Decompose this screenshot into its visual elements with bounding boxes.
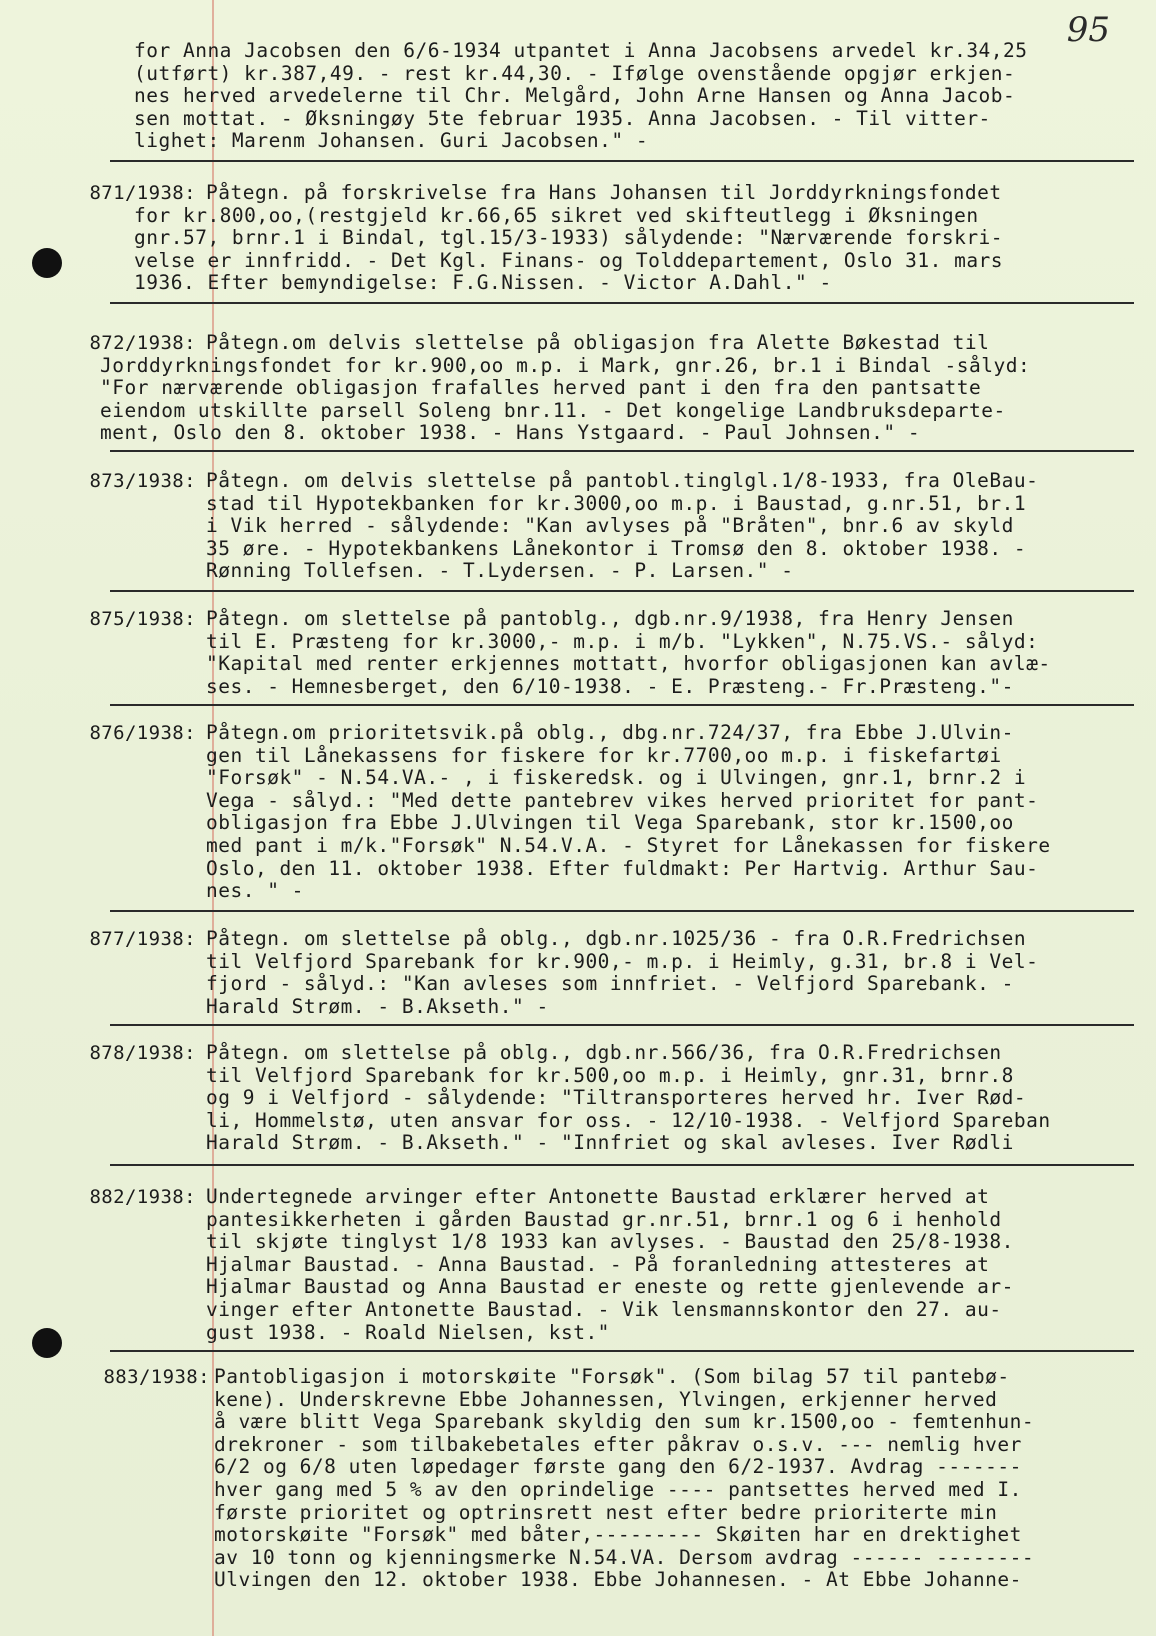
punch-hole [32,1328,62,1358]
text-line: 6/2 og 6/8 uten løpedager første gang den 6/2-1937. Avdrag ------- [214,1455,1022,1479]
text-line: Vega - sålyd.: "Med dette pantebrev vikes herved prioritet for pant- [206,788,1039,812]
entry-number: 875/1938: [89,608,196,630]
text-line: Harald Strøm. - B.Akseth." - "Innfriet og skal avleses. Iver Rødli [206,1131,1014,1155]
text-line: Pantobligasjon i motorskøite "Forsøk". (Som bilag 57 til pantebø- [214,1365,1010,1388]
entry-separator [110,450,1134,452]
text-line: 1936. Efter bemyndigelse: F.G.Nissen. - Victor A.Dahl." - [134,271,832,295]
text-line: gnr.57, brnr.1 i Bindal, tgl.15/3-1933) sålydende: "Nærværende forskri- [134,226,1004,250]
text-line: Påtegn.om delvis slettelse på obligasjon fra Alette Bøkestad til [206,331,990,354]
text-line: Påtegn. om delvis slettelse på pantobl.tinglgl.1/8-1933, fra OleBau- [206,469,1039,492]
text-line: Hjalmar Baustad og Anna Baustad er eneste og rette gjenlevende ar- [206,1275,1014,1299]
text-line: hver gang med 5 % av den oprindelige ---- pantsettes herved med I. [214,1477,1022,1501]
text-line: til E. Præsteng for kr.3000,- m.p. i m/b. "Lykken", N.75.VS.- sålyd: [206,629,1039,653]
text-line: Påtegn. på forskrivelse fra Hans Johansen til Jorddyrkningsfondet [206,181,1002,204]
entry-text [206,608,1136,698]
text-line: stad til Hypotekbanken for kr.3000,oo m.p. i Baustad, g.nr.51, br.1 [206,491,1027,515]
text-line: kene). Underskrevne Ebbe Johannessen, Ylvingen, erkjenner herved [214,1387,998,1411]
text-line: li, Hommelstø, uten ansvar for oss. - 12/10-1938. - Velfjord Spareban [206,1108,1051,1132]
text-line: for kr.800,oo,(restgjeld kr.66,65 sikret ved skifteutlegg i Øksningen [134,203,979,227]
text-line: Oslo, den 11. oktober 1938. Efter fuldmakt: Per Hartvig. Arthur Sau- [206,856,1039,880]
text-line: å være blitt Vega Sparebank skyldig den sum kr.1500,oo - femtenhun- [214,1410,1035,1434]
text-line: velse er innfridd. - Det Kgl. Finans- og Tolddepartement, Oslo 31. mars [134,248,1004,272]
text-line: til Velfjord Sparebank for kr.900,- m.p. i Heimly, g.31, br.8 i Vel- [206,949,1039,973]
text-line: ment, Oslo den 8. oktober 1938. - Hans Ystgaard. - Paul Johnsen." - [100,421,921,445]
entry-text [206,1186,1136,1344]
text-line: Rønning Tollefsen. - T.Lydersen. - P. Larsen." - [206,559,794,583]
entry-number: 873/1938: [89,470,196,492]
text-line: gust 1938. - Roald Nielsen, kst." [206,1320,610,1344]
entry-number: 878/1938: [89,1042,196,1064]
entry-separator [110,704,1134,706]
entry-separator [110,1350,1134,1352]
entry-separator [110,590,1134,592]
text-line: vinger efter Antonette Baustad. - Vik lensmannskontor den 27. au- [206,1297,1002,1321]
entry-separator [110,160,1134,162]
entry-number: 883/1938: [103,1366,210,1388]
text-line: nes. " - [206,879,304,903]
text-line: ses. - Hemnesberget, den 6/10-1938. - E. Præsteng.- Fr.Præsteng."- [206,674,1014,698]
text-line: for Anna Jacobsen den 6/6-1934 utpantet i Anna Jacobsens arvedel kr.34,25 [134,39,1028,62]
entry-text [100,332,1140,445]
text-line: nes herved arvedelerne til Chr. Melgård, John Arne Hansen og Anna Jacob- [134,84,1016,108]
entry-text [214,1366,1134,1592]
text-line: Hjalmar Baustad. - Anna Baustad. - På foranledning attesteres at [206,1252,990,1276]
text-line: Ulvingen den 12. oktober 1938. Ebbe Johannesen. - At Ebbe Johanne- [214,1568,1022,1592]
text-line: "Forsøk" - N.54.VA.- , i fiskeredsk. og i Ulvingen, gnr.1, brnr.2 i [206,766,1027,790]
entry-separator [110,910,1134,912]
entry-number: 882/1938: [89,1186,196,1208]
entry-number: 871/1938: [89,182,196,204]
text-line: Påtegn. om slettelse på pantoblg., dgb.nr.9/1938, fra Henry Jensen [206,607,1014,630]
text-line: i Vik herred - sålydende: "Kan avlyses på "Bråten", bnr.6 av skyld [206,514,1014,538]
text-line: obligasjon fra Ebbe J.Ulvingen til Vega Sparebank, stor kr.1500,oo [206,811,1014,835]
text-line: Påtegn. om slettelse på oblg., dgb.nr.566/36, fra O.R.Fredrichsen [206,1041,1002,1064]
text-line: og 9 i Velfjord - sålydende: "Tiltransporteres herved hr. Iver Rød- [206,1086,1027,1110]
entry-number: 876/1938: [89,722,196,744]
text-line: til skjøte tinglyst 1/8 1933 kan avlyses. - Baustad den 25/8-1938. [206,1230,1014,1254]
entry-text [134,182,1134,295]
text-line: pantesikkerheten i gården Baustad gr.nr.51, brnr.1 og 6 i henhold [206,1207,1002,1231]
text-line: med pant i m/k."Forsøk" N.54.V.A. - Styret for Lånekassen for fiskere [206,833,1051,857]
text-line: "Kapital med renter erkjennes mottatt, hvorfor obligasjonen kan avlæ- [206,652,1051,676]
entry-text [134,40,1134,153]
entry-number: 877/1938: [89,928,196,950]
text-line: Harald Strøm. - B.Akseth." - [206,994,549,1018]
text-line: (utført) kr.387,49. - rest kr.44,30. - Ifølge ovenstående opgjør erkjen- [134,61,1016,85]
text-line: "For nærværende obligasjon frafalles herved pant i den fra den pantsatte [100,376,982,400]
text-line: 35 øre. - Hypotekbankens Lånekontor i Tromsø den 8. oktober 1938. - [206,536,1027,560]
text-line: sen mottat. - Øksningøy 5te februar 1935. Anna Jacobsen. - Til vitter- [134,106,991,130]
text-line: eiendom utskillte parsell Soleng bnr.11. - Det kongelige Landbruksdeparte- [100,398,1006,422]
entry-text [206,1042,1136,1155]
text-line: drekroner - som tilbakebetales efter påkrav o.s.v. --- nemlig hver [214,1432,1022,1456]
text-line: Påtegn. om slettelse på oblg., dgb.nr.1025/36 - fra O.R.Fredrichsen [206,927,1027,950]
entry-separator [110,1164,1134,1166]
text-line: Undertegnede arvinger efter Antonette Baustad erklærer herved at [206,1185,990,1208]
text-line: til Velfjord Sparebank for kr.500,oo m.p. i Heimly, gnr.31, brnr.8 [206,1063,1014,1087]
text-line: gen til Lånekassens for fiskere for kr.7700,oo m.p. i fiskefartøi [206,743,1002,767]
entry-text [206,722,1136,903]
entry-separator [110,302,1134,304]
text-line: Jorddyrkningsfondet for kr.900,oo m.p. i Mark, gnr.26, br.1 i Bindal -sålyd: [100,353,1031,377]
punch-hole [32,248,62,278]
text-line: fjord - sålyd.: "Kan avleses som innfriet. - Velfjord Sparebank. - [206,972,1014,996]
entry-number: 872/1938: [89,332,196,354]
entry-text [206,928,1136,1018]
entry-text [206,470,1136,583]
page-number: 95 [1066,10,1110,50]
text-line: Påtegn.om prioritetsvik.på oblg., dbg.nr.724/37, fra Ebbe J.Ulvin- [206,721,1014,744]
entry-separator [110,1024,1134,1026]
text-line: lighet: Marenm Johansen. Guri Jacobsen." - [134,129,649,153]
text-line: motorskøite "Forsøk" med båter,--------- Skøiten har en drektighet [214,1523,1022,1547]
text-line: første prioritet og optrinsrett nest efter bedre prioriterte min [214,1500,998,1524]
text-line: av 10 tonn og kjenningsmerke N.54.VA. Dersom avdrag ------ -------- [214,1545,1035,1569]
